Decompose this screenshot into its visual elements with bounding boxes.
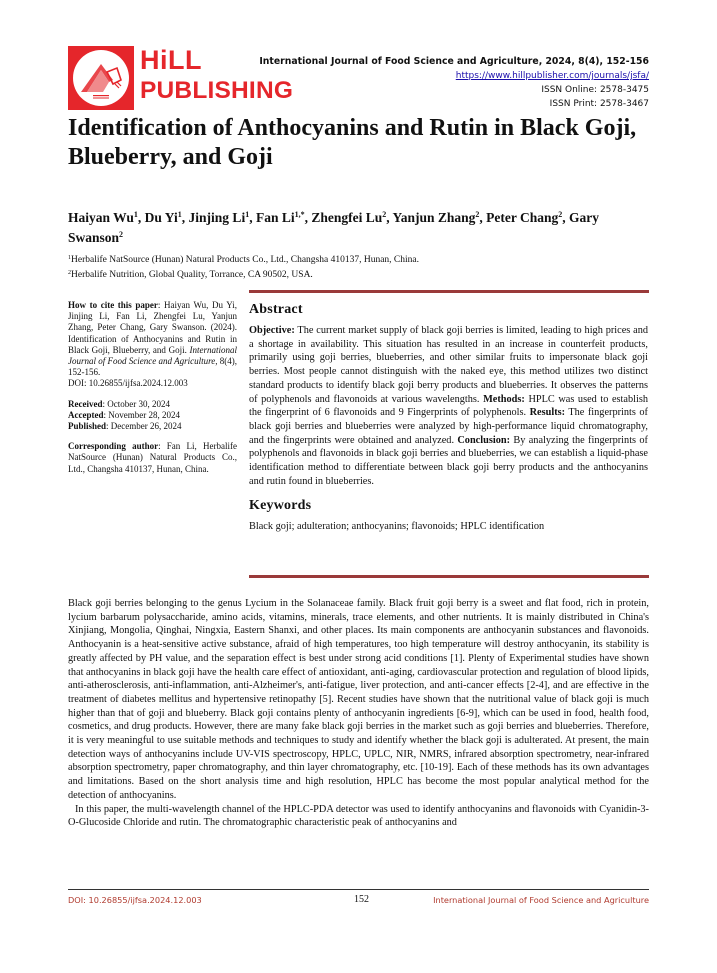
author-name: Yanjun Zhang [392, 210, 476, 225]
sidebar-doi: DOI: 10.26855/ijfsa.2024.12.003 [68, 378, 188, 389]
abstract-text: Objective: The current market supply of black goji berries is limited, leading to high prices and a shortage in availability. This situation has resulted in an increase in counterfeit products, primarily using goji berries, blueberries, and other similar fruits to impersonate black goji berries. Most people cannot distinguish with the naked eye, this method utilizes two distinct standard products to identify black goji berry products and blueberries. It observes the patterns of polyphenols and flavonoids at various wavelengths. Methods: HPLC was used to establish the fingerprint of 6 flavonoids and 9 Fingerprints of polyphenols. Results: The fingerprints of black goji berries and blueberries were analyzed by high-performance liquid chromatography, and the fingerprints were obtained and analyzed. Conclusion: By analyzing the fingerprints of polyphenols and flavonoids in black goji berries and blueberries, we can establish a liquid-phase identification method to differentiate between black goji berry products and the anthocyanins and rutin found in blueberries. [249, 325, 649, 487]
affiliations [68, 252, 419, 282]
author-name: Du Yi [144, 210, 178, 225]
abstract-top-rule [249, 290, 649, 293]
author-affiliation-marker: 2 [475, 210, 480, 219]
journal-citation: International Journal of Food Science and Agriculture, 2024, 8(4), 152-156 [259, 56, 649, 67]
affiliation-1: $^1$Herbalife NatSource (Hunan) Natural Products Co., Ltd., Changsha 410137, Hunan, China. [68, 255, 419, 265]
author-name: Peter Chang [486, 210, 559, 225]
author-name: Zhengfei Lu [311, 210, 383, 225]
footer-journal-name: International Journal of Food Science and Agriculture [433, 895, 649, 905]
author-affiliation-marker: 2 [119, 230, 124, 239]
affiliation-2: $^2$Herbalife Nutrition, Global Quality, Torrance, CA 90502, USA. [68, 270, 313, 280]
author-affiliation-marker: 2 [558, 210, 563, 219]
page-footer [68, 895, 649, 909]
author-name: Jinjing Li [188, 210, 246, 225]
brand-line2: PUBLISHING [140, 77, 294, 104]
author-affiliation-marker: 1 [133, 210, 138, 219]
article-info-sidebar [68, 300, 237, 484]
brand-line1: HiLL [140, 45, 202, 75]
author-affiliation-marker: 2 [382, 210, 387, 219]
keywords-text: Black goji; adulteration; anthocyanins; flavonoids; HPLC identification [249, 521, 545, 533]
page-number: 152 [354, 894, 369, 905]
abstract-section [249, 302, 648, 534]
body-paragraph: Black goji berries belonging to the genus Lycium in the Solanaceae family. Black fruit goji berry is a sweet and flat food, rich in protein, lycium barbarum polysaccharide, amino acids, vitamins, minerals, trace elements, and other nutrients. It is mainly distributed in China's Xinjiang, Mongolia, Qinghai, Ningxia, Eastern Shanxi, and other places. Its main components are anthocyanin substances and flavonoids. Anthocyanin is a heat-sensitive active substance, afraid of high temperatures, too high temperature will destroy anthocyanin, its stability is greatly affected by PH value, and the separation effect is best under strong acid conditions [1]. Plenty of Experimental studies have shown that anthocyanins in black goji have the health care effect of antioxidant, anti-aging, cardiovascular protection and regulation of blood lipids, anti-atherosclerosis, anti-inflammation, anti-Alzheimer's, anti-fatigue, liver protection, and anti-cancer effects [2-4], and are effective in the treatment of diabetes mellitus and hypertensive retinopathy [5]. Recent studies have shown that the nutritional value of black goji is much higher than that of goji and blueberry. Black goji contains plenty of anthocyanin ingredients [6-9], which can be used in food, health food, cosmetics, and drug products. However, there are many fake black goji berries in the market such as goji berries and blueberries. Therefore, it is very meaningful to use suitable methods and techniques to study and identify whether the black goji is adulterated. At present, the main detection ways of anthocyanins include UV-VIS spectroscopy, HPLC, UPLC, NIR, NMRS, infrared absorption spectrometry, near-infrared absorption spectrometry, paper chromatography, and thin layer chromatography, etc. [10-19]. Each of these methods has its own advantages and limitations. Based on the short analysis time and high resolution, HPLC has become the most popular analytical method for the detection of anthocyanins. [68, 598, 649, 801]
author-affiliation-marker: 1 [245, 210, 250, 219]
corresponding-author: Corresponding author: Fan Li, Herbalife NatSource (Hunan) Natural Products Co., Ltd., Changsha 410137, Hunan, China. [68, 441, 237, 474]
dates: Received: October 30, 2024 Accepted: November 28, 2024 Published: December 26, 2024 [68, 398, 182, 432]
issn-online: ISSN Online: 2578-3475 [541, 85, 649, 95]
journal-url-link[interactable]: https://www.hillpublisher.com/journals/jsfa/ [455, 71, 649, 81]
author-name: Fan Li [255, 210, 295, 225]
hill-publishing-logo-icon [68, 46, 134, 110]
author-list: Haiyan Wu$^1$, Du Yi$^1$, Jinjing Li$^1$, Fan $Li^{1,*}$, Zhengfei Lu$^2$, Yanjun Zhang$^2$, Peter Chang$^2$, Gary Swanson$^2$ [68, 210, 600, 245]
author-affiliation-marker: 1,* [294, 210, 305, 219]
abstract-bottom-rule [249, 575, 649, 578]
journal-info [259, 55, 649, 111]
author-affiliation-marker: 1 [177, 210, 182, 219]
issn-print: ISSN Print: 2578-3467 [549, 99, 649, 109]
introduction-body [68, 597, 649, 830]
abstract-heading: Abstract [249, 302, 303, 317]
book-roof-icon [73, 50, 129, 106]
body-paragraph: In this paper, the multi-wavelength channel of the HPLC-PDA detector was used to identify anthocyanins and flavonoids with Cyanidin-3-O-Glucoside Chloride and rutin. The chromatographic characteristic peak of anthocyanins and [68, 803, 649, 829]
how-to-cite: How to cite this paper: Haiyan Wu, Du Yi, Jinjing Li, Fan Li, Zhengfei Lu, Yanjun Zhang, Peter Chang, Gary Swanson. (2024). Identification of Anthocyanins and Rutin in Black Goji, Blueberry, and Goji. International Journal of Food Science and Agriculture, 8(4), 152-156. DOI: 10.26855/ijfsa.2024.12.003 [68, 300, 237, 389]
article-title: Identification of Anthocyanins and Rutin in Black Goji, Blueberry, and Goji [68, 115, 637, 170]
author-name: Haiyan Wu [68, 210, 134, 225]
footer-rule [68, 889, 649, 890]
author-name: Gary Swanson [68, 210, 600, 245]
footer-doi: DOI: 10.26855/ijfsa.2024.12.003 [68, 895, 202, 905]
keywords-heading: Keywords [249, 498, 312, 514]
